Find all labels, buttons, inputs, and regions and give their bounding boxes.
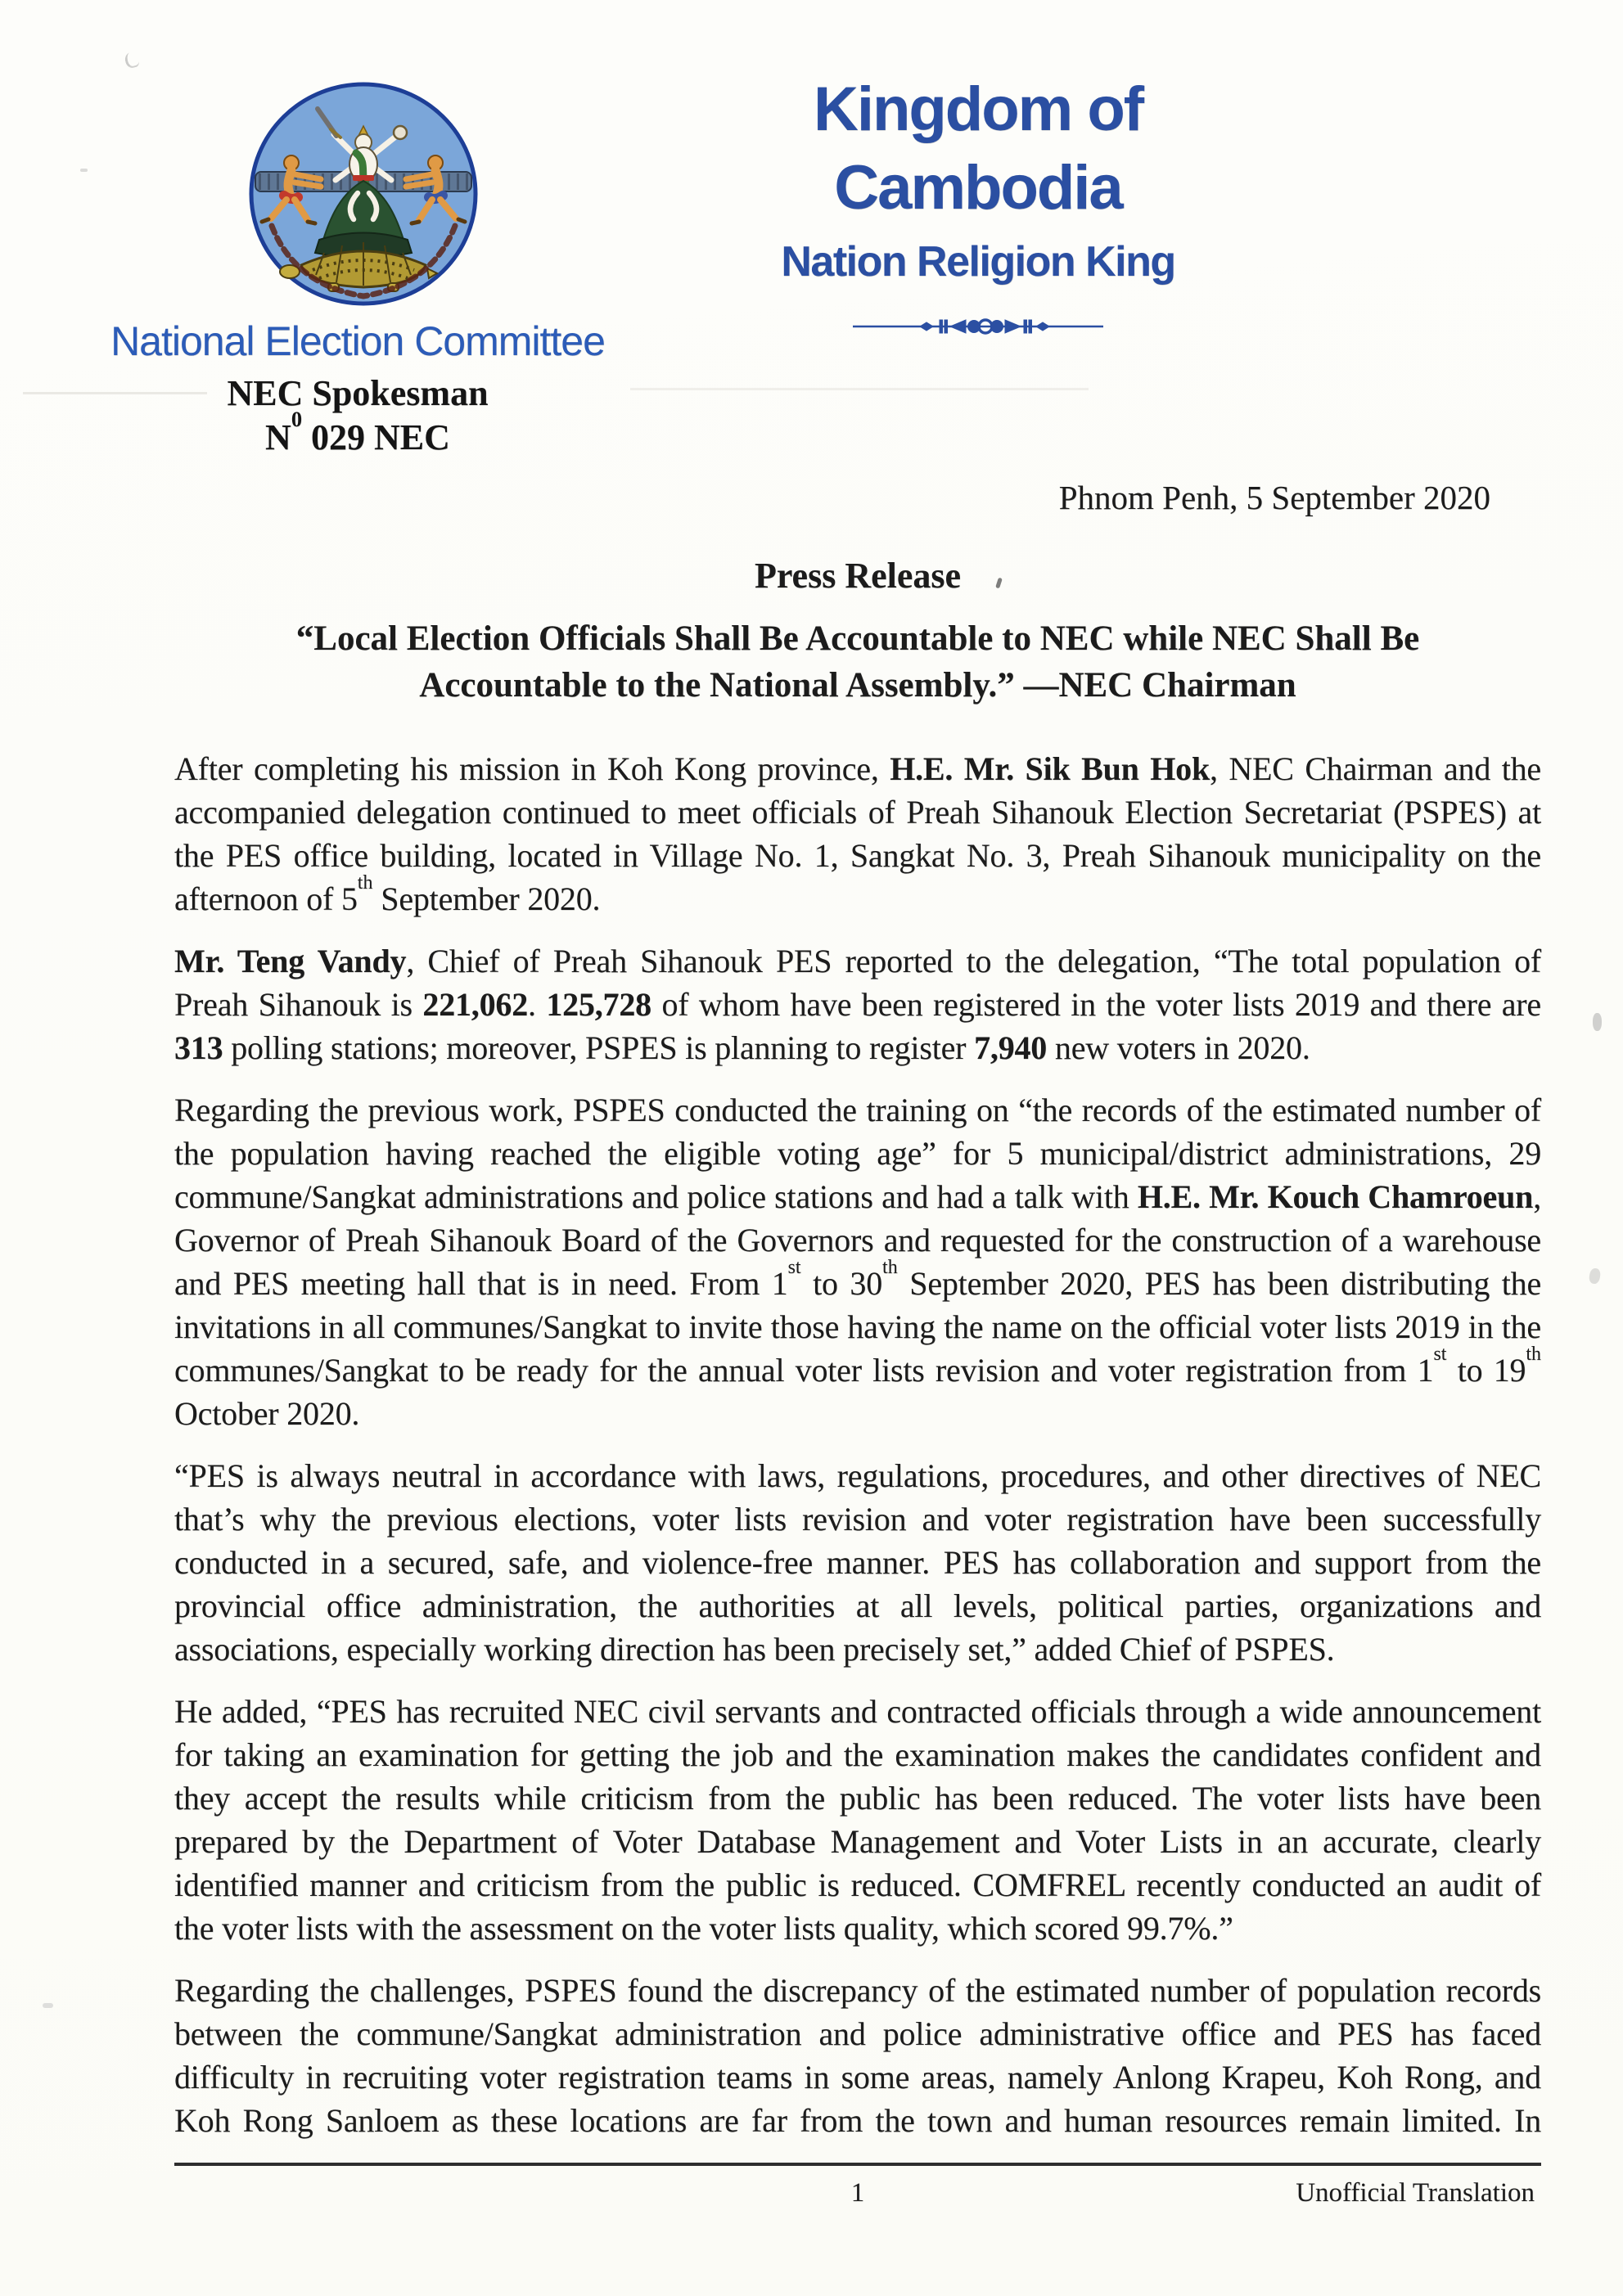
spokesman-line: NEC Spokesman — [227, 373, 489, 413]
paragraph-3: Regarding the previous work, PSPES conducted the training on “the records of the estimated number of the population having reached the eligible voting age” for 5 municipal/district administrations, 29 commune/Sangkat administrations and police stations and had a talk with H.E. Mr. Kouch Chamroeun, Governor of Preah Sihanouk Board of the Governors and requested for the construction of a warehouse and PES meeting hall that is in need. From 1st to 30th September 2020, PES has been distributing the invitations in all communes/Sangkat to invite those having the name on the official voter lists 2019 in the communes/Sangkat to be ready for the annual voter lists revision and voter registration from 1st to 19th October 2020. — [174, 1092, 1541, 1432]
scan-speck — [80, 169, 88, 172]
ornamental-divider-icon — [688, 316, 1269, 341]
paragraph-6: Regarding the challenges, PSPES found the discrepancy of the estimated number of population records between the commune/Sangkat administration and police administrative office and PES has faced difficulty in recruiting voter registration teams in some areas, namely Anlong Krapeu, Koh Rong, and Koh Rong Sanloem as these locations are far from the town and human resources remain limited. In — [174, 1972, 1541, 2139]
kingdom-title: Kingdom of Cambodia — [813, 74, 1143, 223]
org-name: National Election Committee — [110, 318, 605, 364]
body-paragraphs — [174, 747, 1541, 2161]
scan-speck — [1588, 1267, 1601, 1285]
scan-speck — [43, 2003, 53, 2008]
scan-speck — [1593, 1013, 1602, 1031]
quote-heading-line2: Accountable to the National Assembly.” —NEC Chairman — [419, 666, 1296, 705]
paragraph-1: After completing his mission in Koh Kong province, H.E. Mr. Sik Bun Hok, NEC Chairman and the accompanied delegation continued to meet officials of Preah Sihanouk Election Secretariat (PSPES) at the PES office building, located in Village No. 1, Sangkat No. 3, Preah Sihanouk municipality on the afternoon of 5th September 2020. — [174, 750, 1541, 917]
document-number — [88, 407, 627, 460]
header-right — [688, 70, 1269, 341]
paragraph-4: “PES is always neutral in accordance with laws, regulations, procedures, and other directives of NEC that’s why the previous elections, voter lists revision and voter registration have been successfully conducted in a secured, safe, and violence-free manner. PES has collaboration and support from the provincial office administration, the authorities at all levels, political parties, organizations and associations, especially working direction has been precisely set,” added Chief of PSPES. — [174, 1457, 1541, 1668]
paragraph-2: Mr. Teng Vandy, Chief of Preah Sihanouk PES reported to the delegation, “The total population of Preah Sihanouk is 221,062. 125,728 of whom have been registered in the voter lists 2019 and there are 313 polling stations; moreover, PSPES is planning to register 7,940 new voters in 2020. — [174, 943, 1541, 1066]
paragraph-5: He added, “PES has recruited NEC civil servants and contracted officials through a wide announcement for taking an examination for getting the job and the examination makes the candidates confident and they accept the results while criticism from the public has been reduced. The voter lists have been prepared by the Department of Voter Database Management and Voter Lists in an accurate, clearly identified manner and criticism from the public is reduced. COMFREL recently conducted an audit of the voter lists with the assessment on the voter lists quality, which scored 99.7%.” — [174, 1693, 1541, 1947]
doc-number-superscript: 0 — [291, 407, 303, 432]
quote-heading — [174, 615, 1541, 709]
doc-number-prefix: N — [265, 417, 291, 457]
footer-note: Unofficial Translation — [1296, 2178, 1535, 2208]
quote-heading-line1: “Local Election Officials Shall Be Accountable to NEC while NEC Shall Be — [295, 619, 1420, 658]
doc-number-rest: 029 NEC — [302, 417, 450, 457]
dateline: Phnom Penh, 5 September 2020 — [1058, 479, 1490, 516]
header-left — [88, 317, 627, 460]
scan-streak — [630, 388, 1089, 390]
nec-emblem-icon — [244, 79, 483, 309]
page-number: 1 — [850, 2178, 865, 2208]
press-release-heading: Press Release — [754, 556, 962, 596]
footer-rule — [174, 2163, 1541, 2166]
national-motto: Nation Religion King — [781, 238, 1175, 286]
scan-speck — [124, 51, 140, 69]
